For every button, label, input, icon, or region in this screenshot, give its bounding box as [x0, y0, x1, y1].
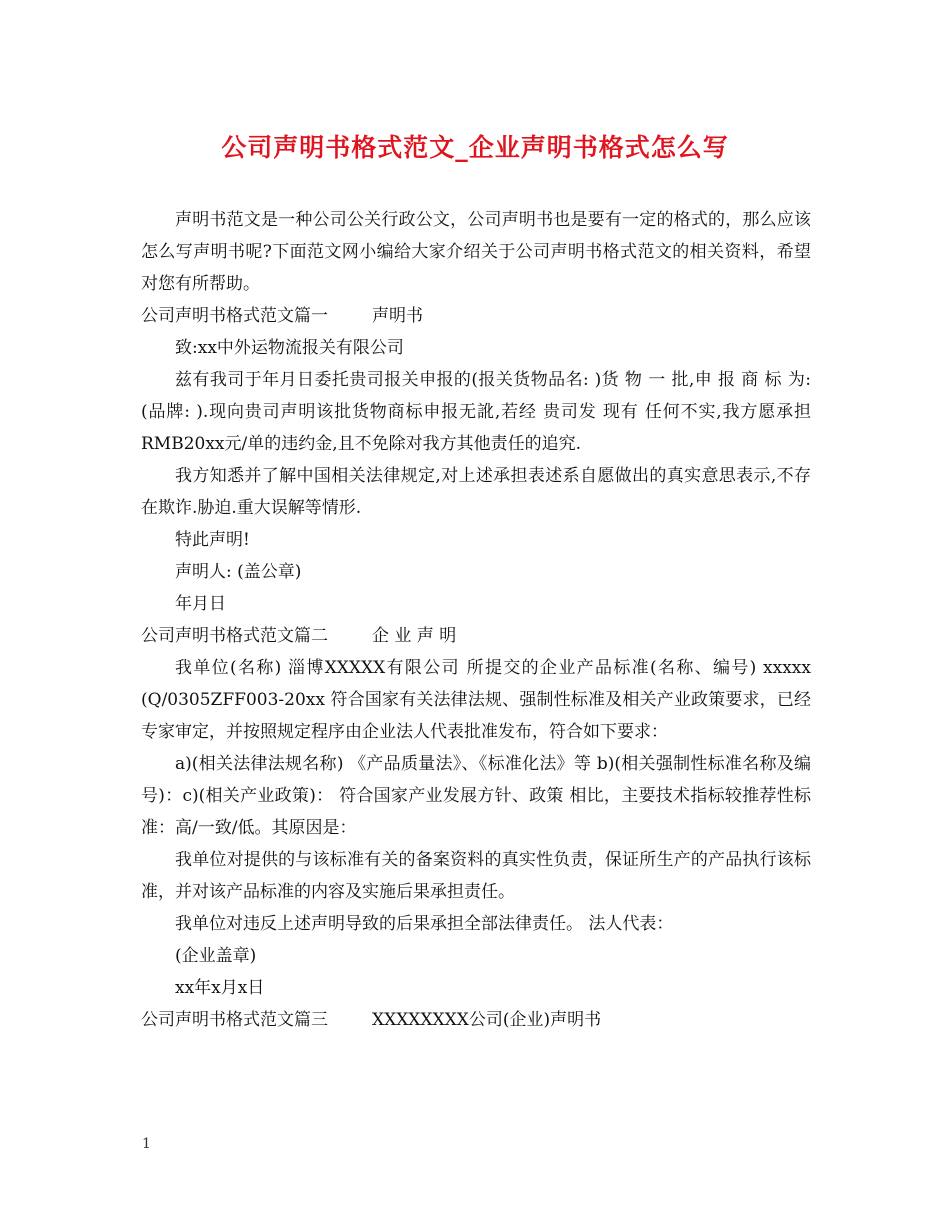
section1-subtitle: 声明书 [372, 306, 423, 326]
section2-seal: (企业盖章) [175, 946, 257, 966]
section2-subtitle: 企 业 声 明 [372, 626, 457, 646]
section2-heading: 公司声明书格式范文篇二 [141, 626, 328, 646]
section2-date: xx年x月x日 [175, 978, 265, 998]
section2-paragraph-1: 我单位(名称) 淄博XXXXX有限公司 所提交的企业产品标准(名称、编号) xxxxx (Q/0305ZFF003-20xx 符合国家有关法律法规、强制性标准及相关产业政策要求，已经专家审定，并按照规定程序由企业法人代表批准发布，符合如下要求： [141, 658, 811, 742]
document-title: 公司声明书格式范文_企业声明书格式怎么写 [221, 133, 729, 162]
section3-heading-line [141, 1004, 811, 1036]
document-body [141, 204, 811, 1036]
section3-subtitle: XXXXXXXX公司(企业)声明书 [372, 1010, 602, 1030]
section2-paragraph-3: 我单位对提供的与该标准有关的备案资料的真实性负责，保证所生产的产品执行该标准，并对该产品标准的内容及实施后果承担责任。 [141, 850, 811, 902]
section1-signer: 声明人: (盖公章) [175, 562, 302, 582]
section1-recipient: 致:xx中外运物流报关有限公司 [175, 338, 404, 358]
page-number: 1 [142, 1136, 151, 1152]
section2-paragraph-4: 我单位对违反上述声明导致的后果承担全部法律责任。 法人代表： [175, 914, 674, 934]
section1-heading-line [141, 300, 811, 332]
section2-heading-line [141, 620, 811, 652]
section1-date: 年月日 [175, 594, 226, 614]
section3-heading: 公司声明书格式范文篇三 [141, 1010, 328, 1030]
section2-paragraph-2: a)(相关法律法规名称) 《产品质量法》、《标准化法》等 b)(相关强制性标准名称及编号)：c)(相关产业政策)： 符合国家产业发展方针、政策 相比，主要技术指标较推荐性标准：高/一致/低。其原因是： [141, 754, 811, 838]
section1-closing: 特此声明! [175, 530, 250, 550]
section1-heading: 公司声明书格式范文篇一 [141, 306, 328, 326]
section1-paragraph-2: 我方知悉并了解中国相关法律规定,对上述承担表述系自愿做出的真实意思表示,不存在欺诈.胁迫.重大误解等情形. [141, 466, 811, 518]
section1-paragraph-1: 兹有我司于年月日委托贵司报关申报的(报关货物品名: )货 物 一 批,申 报 商 标 为:(品牌: ).现向贵司声明该批货物商标申报无訛,若经 贵司发 现有 任何不实,我方愿承担RMB20xx元/单的违约金,且不免除对我方其他责任的追究. [141, 370, 811, 454]
intro-paragraph: 声明书范文是一种公司公关行政公文，公司声明书也是要有一定的格式的，那么应该怎么写声明书呢?下面范文网小编给大家介绍关于公司声明书格式范文的相关资料，希望对您有所帮助。 [141, 210, 811, 294]
